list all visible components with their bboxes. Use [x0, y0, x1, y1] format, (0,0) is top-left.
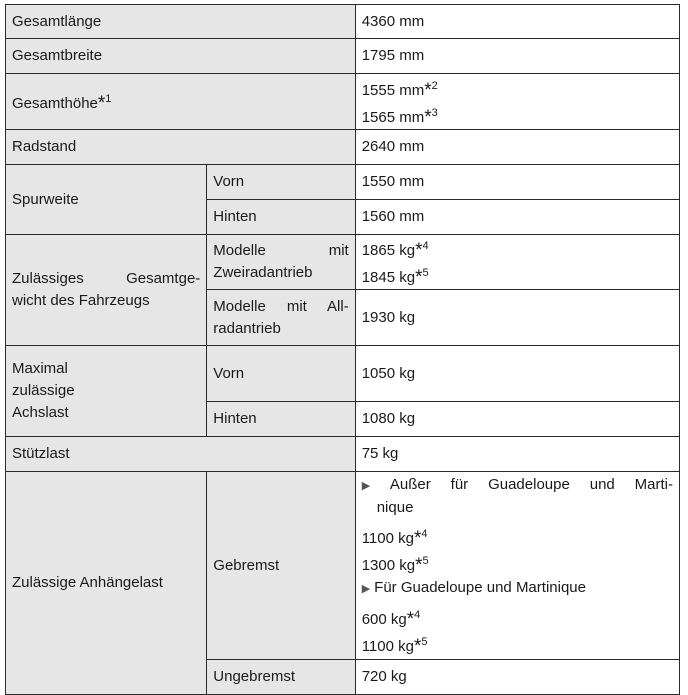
row-label-text: Spurweite: [12, 190, 79, 208]
row-label-text: Gesamtbreite: [12, 47, 103, 64]
sub-label-text: Ungebremst: [213, 668, 295, 685]
value-text: 1865 kg: [361, 242, 416, 259]
row-label-line: Maximal: [12, 360, 68, 377]
row-value-text: 75 kg: [361, 445, 399, 462]
footnote-ref: 3: [431, 106, 438, 119]
group-heading: Außer für Guadeloupe und Marti-: [389, 475, 673, 493]
row-value-text: 1550 mm: [361, 173, 425, 190]
asterisk-icon: *: [424, 79, 432, 101]
row-value-text: 1930 kg: [361, 308, 416, 326]
value-text: 600 kg: [361, 610, 407, 628]
row-label: [6, 472, 207, 695]
row-value-text: 4360 mm: [361, 12, 425, 30]
footnote-ref: 5: [422, 267, 429, 279]
row-value-text: 1050 kg: [361, 364, 416, 382]
row-label: [6, 346, 207, 437]
row-value: [355, 472, 679, 660]
row-value: [355, 74, 679, 130]
right-triangle-icon: ▶: [361, 582, 371, 595]
value-text: 1555 mm: [361, 81, 425, 99]
row-label: [6, 130, 356, 165]
row-value: [355, 346, 679, 402]
row-value: [355, 290, 679, 346]
table-row: [6, 74, 680, 130]
sub-label-line: Zweiradantrieb: [213, 264, 313, 281]
footnote-ref: 2: [431, 79, 438, 92]
sub-label-line: radantrieb: [213, 319, 281, 337]
sub-label: [207, 472, 355, 660]
row-label-line: wicht des Fahrzeugs: [12, 292, 150, 309]
row-label: [6, 235, 207, 346]
spec-table: [5, 4, 680, 695]
row-value-text: 1795 mm: [361, 47, 425, 64]
row-label: [6, 437, 356, 472]
asterisk-icon: *: [406, 608, 415, 630]
sub-label-line: Modelle mit: [213, 242, 349, 259]
group-heading-line: nique: [376, 498, 414, 516]
row-label-line: Zulässiges Gesamtge-: [12, 270, 201, 287]
sub-label: [207, 660, 355, 695]
row-value: [355, 437, 679, 472]
sub-label: [207, 402, 355, 437]
table-row: [6, 472, 680, 660]
row-value-text: 1560 mm: [361, 208, 425, 225]
table-row: [6, 130, 680, 165]
value-text: 1845 kg: [361, 269, 416, 286]
table-row: [6, 235, 680, 290]
row-value: [355, 130, 679, 165]
row-label: [6, 165, 207, 235]
row-label-text: Zulässige Anhängelast: [12, 574, 163, 591]
asterisk-icon: *: [415, 240, 423, 261]
sub-label: [207, 290, 355, 346]
row-value-text: 720 kg: [361, 668, 407, 685]
footnote-ref: 4: [414, 608, 421, 621]
row-label-text: Stützlast: [12, 445, 70, 462]
asterisk-icon: *: [413, 635, 422, 657]
row-label-text: Gesamthöhe: [12, 95, 98, 112]
footnote-ref: 1: [105, 93, 112, 105]
row-label-line: Achslast: [12, 404, 69, 421]
row-value-text: 2640 mm: [361, 138, 425, 155]
table-row: [6, 437, 680, 472]
row-label-text: Radstand: [12, 138, 77, 155]
row-label: [6, 74, 356, 130]
sub-label-line: Modelle mit All-: [213, 297, 349, 315]
sub-label-text: Vorn: [213, 173, 245, 190]
table-row: [6, 39, 680, 74]
asterisk-icon: *: [424, 106, 432, 128]
footnote-ref: 5: [422, 554, 429, 567]
value-text: 1300 kg: [361, 556, 416, 574]
value-text: 1565 mm: [361, 108, 425, 126]
sub-label: [207, 235, 355, 290]
footnote-ref: 4: [422, 240, 429, 252]
asterisk-icon: *: [415, 267, 423, 288]
row-value-text: 1080 kg: [361, 410, 416, 427]
footnote-ref: 5: [421, 635, 428, 648]
value-text: 1100 kg: [361, 637, 414, 655]
table-row: [6, 346, 680, 402]
row-value: [355, 200, 679, 235]
row-value: [355, 165, 679, 200]
sub-label-text: Hinten: [213, 208, 257, 225]
row-value: [355, 660, 679, 695]
sub-label: [207, 346, 355, 402]
row-value: [355, 39, 679, 74]
sub-label-text: Hinten: [213, 410, 257, 427]
sub-label-text: Gebremst: [213, 556, 280, 574]
row-label: [6, 39, 356, 74]
row-value: [355, 402, 679, 437]
row-value: [355, 235, 679, 290]
row-label: [6, 5, 356, 39]
right-triangle-icon: ▶: [361, 479, 386, 492]
table-row: [6, 165, 680, 200]
value-text: 1100 kg: [361, 529, 414, 547]
footnote-ref: 4: [421, 527, 428, 540]
group-heading: Für Guadeloupe und Martinique: [374, 578, 586, 596]
asterisk-icon: *: [415, 554, 423, 576]
sub-label: [207, 200, 355, 235]
table-row: [6, 5, 680, 39]
sub-label: [207, 165, 355, 200]
row-label-text: Gesamtlänge: [12, 12, 102, 30]
asterisk-icon: *: [413, 527, 422, 549]
sub-label-text: Vorn: [213, 364, 245, 382]
row-value: [355, 5, 679, 39]
row-label-line: zulässige: [12, 382, 75, 399]
asterisk-icon: *: [97, 93, 106, 114]
